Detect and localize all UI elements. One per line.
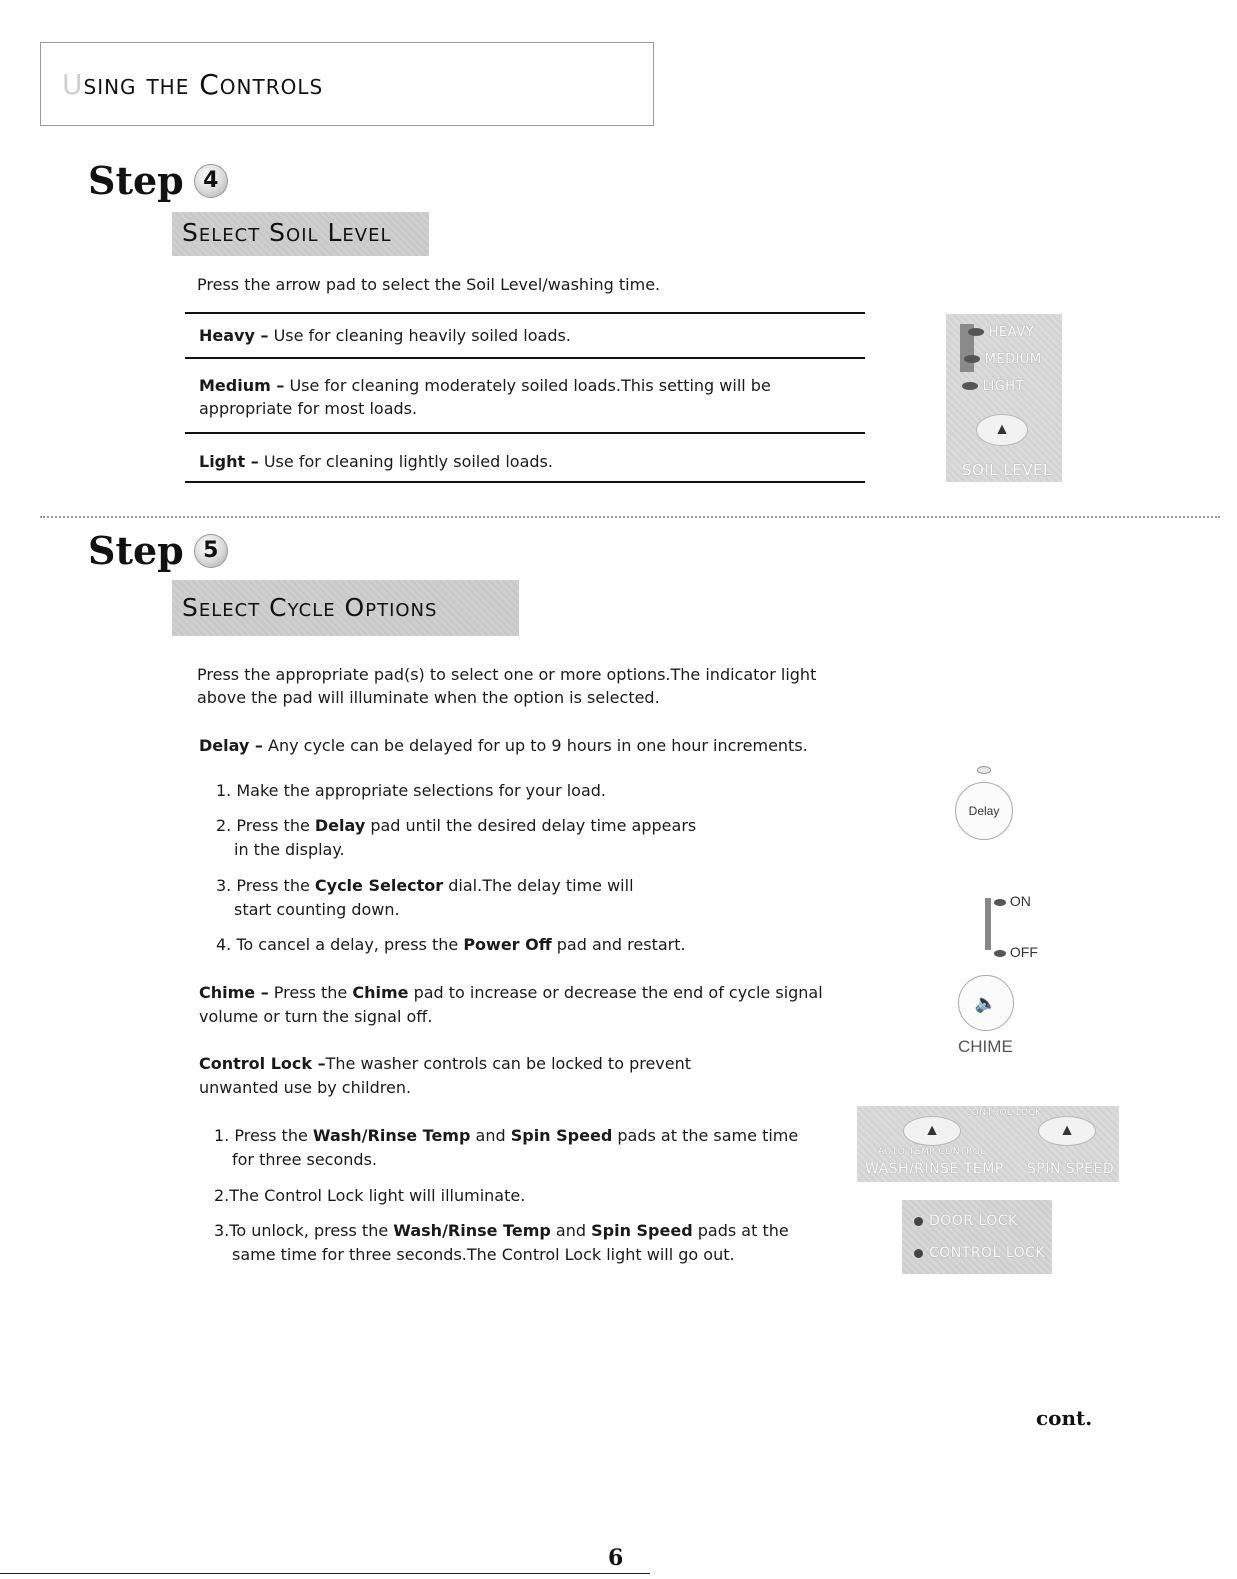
arrow-up-icon: ▲	[1059, 1122, 1075, 1139]
soil-term: Medium –	[199, 376, 285, 395]
lock-indicator-panel	[902, 1200, 1052, 1274]
control-lock-indicator: CONTROL LOCK	[914, 1245, 1045, 1261]
control-lock-strip-label: CONTROL LOCK	[965, 1108, 1042, 1118]
wash-rinse-temp-label: WASH/RINSE TEMP	[865, 1161, 1004, 1177]
step-5-banner: Select Cycle Options	[172, 580, 519, 636]
chime-pad-label: CHIME	[958, 1037, 1013, 1056]
soil-level-medium-label: MEDIUM	[964, 352, 1042, 367]
soil-level-light-label: LIGHT	[962, 379, 1024, 394]
lock-step-3-cont: same time for three seconds.The Control Lock light will go out.	[232, 1245, 735, 1264]
step-5-number-badge: 5	[194, 534, 228, 568]
table-rule	[185, 357, 865, 359]
lock-step-2: 2.The Control Lock light will illuminate.	[214, 1186, 526, 1205]
led-icon	[964, 355, 980, 363]
delay-pad[interactable]	[955, 782, 1013, 840]
lock-step-3: 3.To unlock, press the Wash/Rinse Temp and Spin Speed pads at the	[214, 1221, 789, 1240]
control-lock-paragraph: Control Lock –The washer controls can be locked to prevent	[199, 1054, 692, 1073]
delay-paragraph	[199, 734, 859, 757]
door-lock-indicator: DOOR LOCK	[914, 1213, 1018, 1229]
auto-temp-control-label: AUTO TEMP CONTROL	[878, 1147, 986, 1157]
power-on-label: ON	[994, 893, 1031, 909]
step-4-label: Step	[88, 158, 184, 203]
delay-step-3-cont: start counting down.	[234, 900, 400, 919]
delay-term: Delay –	[199, 736, 263, 755]
delay-step-2: 2. Press the Delay pad until the desired delay time appears	[216, 816, 697, 835]
page-number: 6	[608, 1545, 624, 1571]
step-4-intro: Press the arrow pad to select the Soil Level/washing time.	[197, 275, 661, 294]
soil-row-heavy	[199, 324, 859, 347]
delay-step-2-cont: in the display.	[234, 840, 345, 859]
delay-indicator-light	[977, 766, 991, 774]
arrow-up-icon: ▲	[924, 1122, 940, 1139]
table-rule	[185, 432, 865, 434]
table-rule	[185, 481, 865, 483]
soil-level-heavy-label: HEAVY	[968, 325, 1034, 340]
led-icon	[962, 382, 978, 390]
spin-speed-arrow-pad[interactable]	[1038, 1116, 1096, 1146]
step-4-number-badge: 4	[194, 164, 228, 198]
delay-step-3: 3. Press the Cycle Selector dial.The delay time will	[216, 876, 634, 895]
power-off-label: OFF	[994, 944, 1038, 960]
title-rest: sing the Controls	[83, 68, 324, 101]
step-4-banner: Select Soil Level	[172, 212, 429, 256]
delay-step-4: 4. To cancel a delay, press the Power Off pad and restart.	[216, 935, 686, 954]
led-icon	[994, 899, 1006, 906]
led-icon	[994, 950, 1006, 957]
title-initial: U	[62, 68, 84, 101]
step-5-intro: Press the appropriate pad(s) to select one or more options.The indicator light above the pad will illuminate when the option is selected.	[197, 665, 817, 707]
step-5-label: Step	[88, 528, 184, 573]
led-icon	[968, 328, 984, 336]
soil-desc: Use for cleaning lightly soiled loads.	[263, 452, 553, 471]
chime-paragraph-cont: volume or turn the signal off.	[199, 1007, 433, 1026]
section-divider	[40, 516, 1220, 518]
soil-level-pad-label: SOIL LEVEL	[962, 461, 1052, 479]
soil-desc: Use for cleaning moderately soiled loads.This setting will be appropriate for most loads.	[199, 376, 771, 418]
wash-rinse-temp-arrow-pad[interactable]	[903, 1116, 961, 1146]
arrow-up-icon: ▲	[994, 421, 1010, 438]
power-indicator-bar	[985, 898, 991, 950]
control-lock-paragraph-cont: unwanted use by children.	[199, 1078, 412, 1097]
table-rule	[185, 312, 865, 314]
soil-level-arrow-pad[interactable]	[976, 414, 1028, 446]
delay-pad-label: Delay	[968, 804, 1000, 818]
delay-desc: Any cycle can be delayed for up to 9 hours in one hour increments.	[268, 736, 808, 755]
soil-row-light	[199, 450, 859, 473]
continued-marker: cont.	[1036, 1406, 1093, 1430]
speaker-icon: 🔈	[974, 992, 998, 1013]
soil-term: Light –	[199, 452, 259, 471]
chime-pad[interactable]	[958, 975, 1014, 1031]
lock-step-1-cont: for three seconds.	[232, 1150, 377, 1169]
spin-speed-label: SPIN SPEED	[1027, 1161, 1115, 1177]
indicator-dot-icon	[914, 1217, 923, 1226]
delay-step-1: 1. Make the appropriate selections for your load.	[216, 781, 607, 800]
soil-desc: Use for cleaning heavily soiled loads.	[273, 326, 571, 345]
bottom-rule	[0, 1573, 650, 1574]
section-title	[62, 68, 323, 101]
soil-row-medium	[199, 374, 839, 420]
chime-paragraph: Chime – Press the Chime pad to increase or decrease the end of cycle signal	[199, 983, 823, 1002]
lock-step-1: 1. Press the Wash/Rinse Temp and Spin Speed pads at the same time	[214, 1126, 799, 1145]
step-4-heading	[88, 158, 228, 203]
step-5-heading	[88, 528, 228, 573]
soil-term: Heavy –	[199, 326, 269, 345]
indicator-dot-icon	[914, 1249, 923, 1258]
